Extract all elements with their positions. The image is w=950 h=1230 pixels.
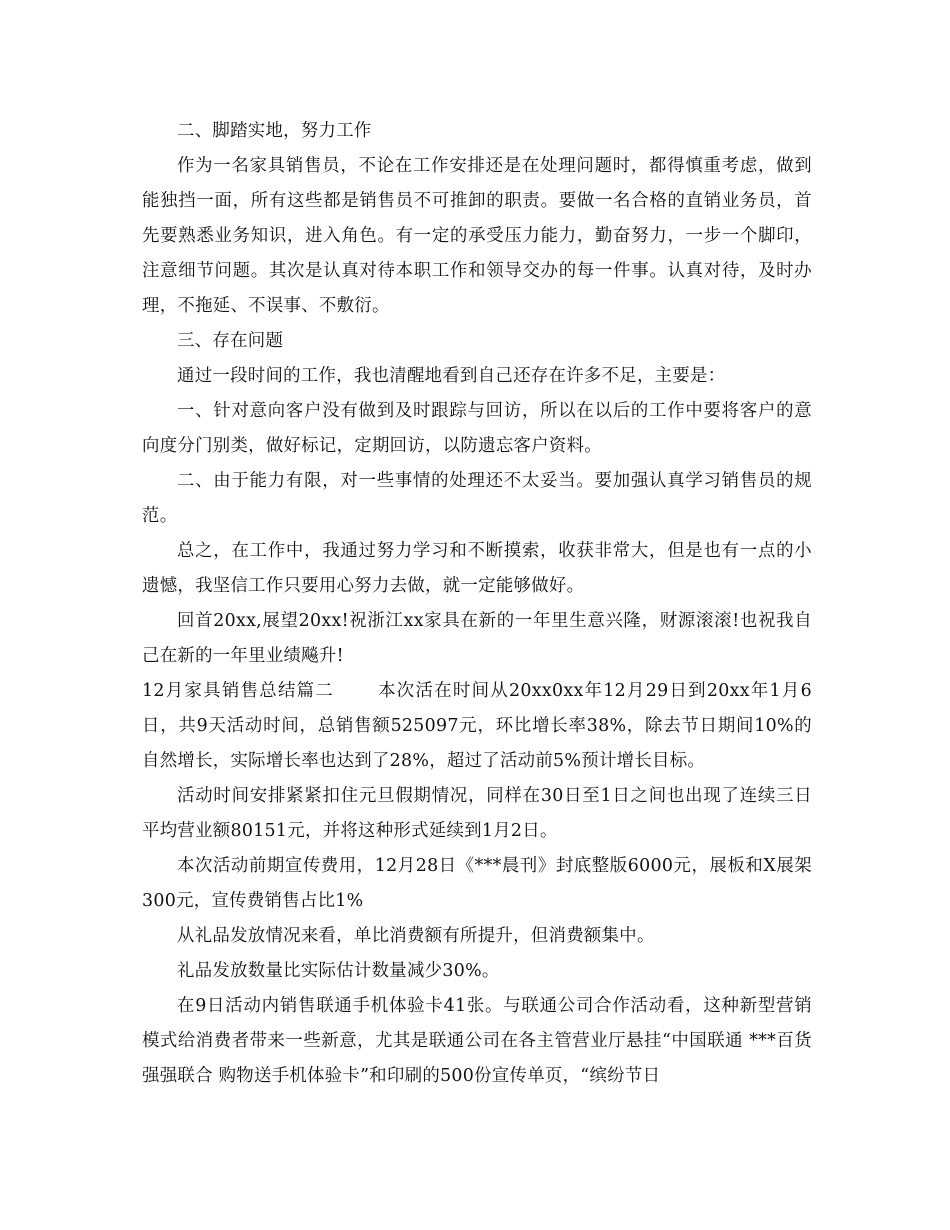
paragraph-gift-quantity: 礼品发放数量比实际估计数量减少30%。 [177, 961, 500, 981]
article-subtitle: 12月家具销售总结篇二 [142, 681, 335, 701]
document-body [142, 114, 812, 1094]
paragraph-shortcoming-1: 一、针对意向客户没有做到及时跟踪与回访，所以在以后的工作中要将客户的意向度分门别类，做好标记，定期回访，以防遗忘客户资料。 [142, 401, 812, 456]
paragraph-gift-distribution: 从礼品发放情况来看，单比消费额有所提升，但消费额集中。 [177, 926, 655, 946]
section-heading-3: 三、存在问题 [177, 331, 284, 351]
section-heading-2: 二、脚踏实地，努力工作 [177, 121, 372, 141]
paragraph-shortcoming-2: 二、由于能力有限，对一些事情的处理还不太妥当。要加强认真学习销售员的规范。 [142, 471, 812, 526]
paragraph-salesperson-duties: 作为一名家具销售员，不论在工作安排还是在处理问题时，都得慎重考虑，做到能独挡一面，所有这些都是销售员不可推卸的职责。要做一名合格的直销业务员，首先要熟悉业务知识，进入角色。有一定的承受压力能力，勤奋努力，一步一个脚印，注意细节问题。其次是认真对待本职工作和领导交办的每一件事。认真对待，及时办理，不拖延、不误事、不敷衍。 [142, 156, 812, 316]
paragraph-part-two [142, 674, 812, 779]
paragraph-unicom-cooperation: 在9日活动内销售联通手机体验卡41张。与联通公司合作活动看，这种新型营销模式给消费者带来一些新意，尤其是联通公司在各主管营业厅悬挂“中国联通 ***百货 强强联合 购物送手机体验卡”和印刷的500份宣传单页，“缤纷节日 [142, 996, 812, 1086]
paragraph-promotion-cost: 本次活动前期宣传费用，12月28日《***晨刊》封底整版6000元，展板和X展架300元，宣传费销售占比1% [142, 856, 812, 911]
paragraph-conclusion: 总之，在工作中，我通过努力学习和不断摸索，收获非常大，但是也有一点的小遗憾，我坚信工作只要用心努力去做，就一定能够做好。 [142, 541, 812, 596]
paragraph-holiday-schedule: 活动时间安排紧紧扣住元旦假期情况，同样在30日至1日之间也出现了连续三日平均营业额80151元，并将这种形式延续到1月2日。 [142, 786, 812, 841]
paragraph-shortcomings-intro: 通过一段时间的工作，我也清醒地看到自己还存在许多不足，主要是： [177, 366, 726, 386]
paragraph-part-two-text: 本次活在时间从20xx0xx年12月29日到20xx年1月6日，共9天活动时间，总销售额525097元，环比增长率38%，除去节日期间10%的自然增长，实际增长率也达到了28%，超过了活动前5%预计增长目标。 [142, 681, 812, 771]
paragraph-new-year-wishes: 回首20xx,展望20xx!祝浙江xx家具在新的一年里生意兴隆，财源滚滚!也祝我自己在新的一年里业绩飚升! [142, 611, 812, 666]
